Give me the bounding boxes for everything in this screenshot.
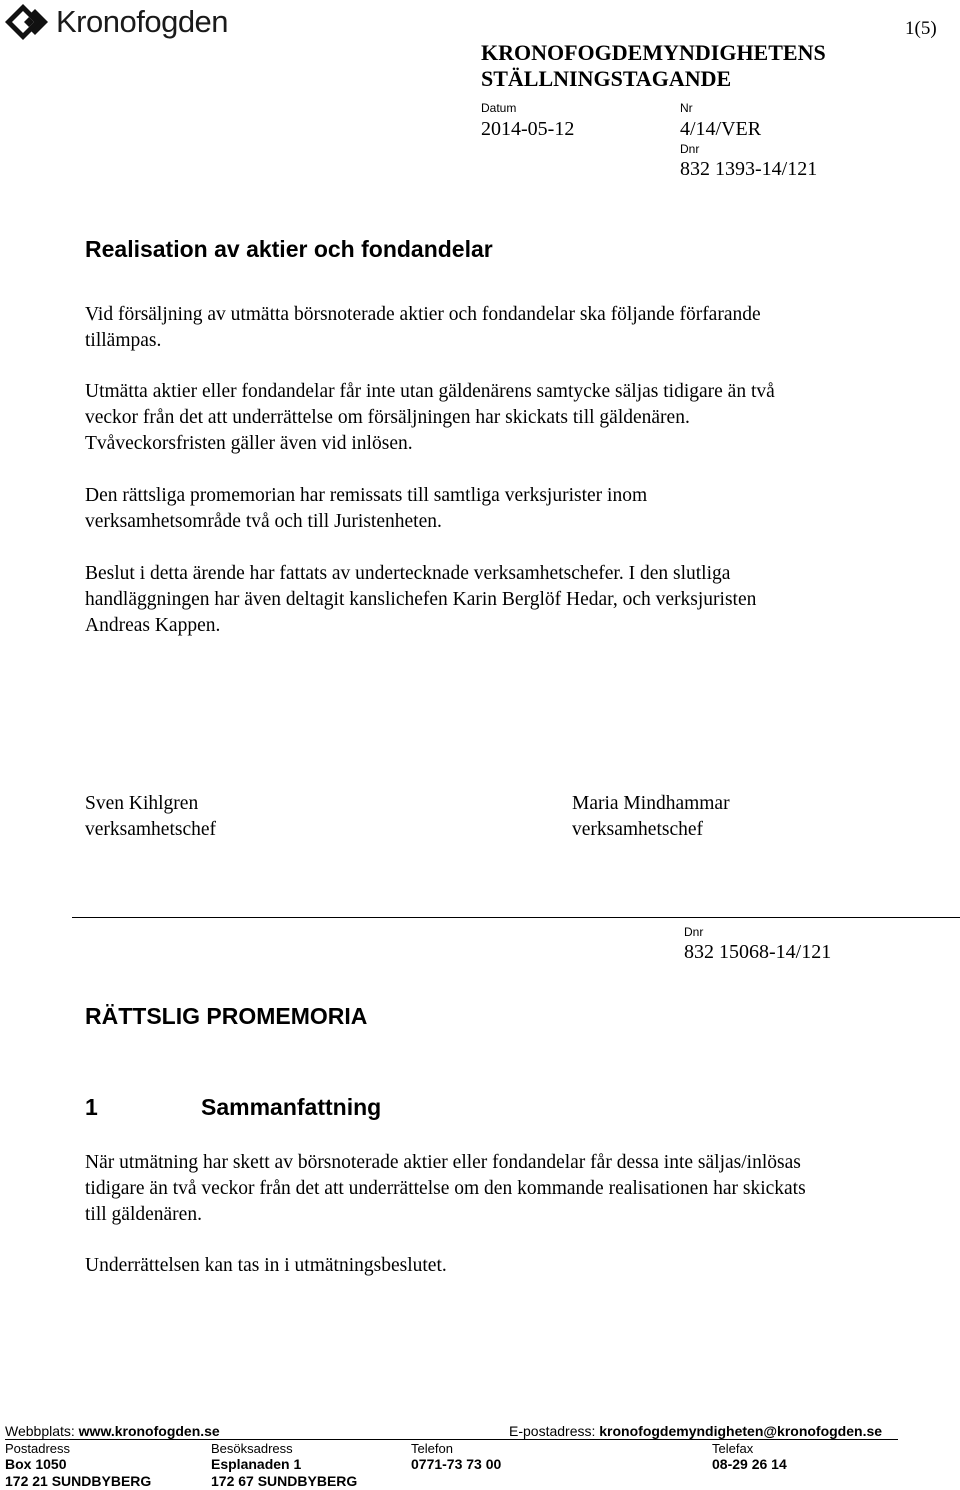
nr-value: 4/14/VER — [680, 118, 762, 140]
paragraph-text: Utmätta aktier eller fondandelar får inte utan gäldenärens samtycke säljas tidigare än två veckor från det att underrättelse om försäljningen har skickats till gäldenären. Tvåveckorsfristen gäller även vid inlösen. — [85, 381, 775, 454]
memo-dnr-label: Dnr — [684, 925, 704, 939]
memo-heading: RÄTTSLIG PROMEMORIA — [85, 1003, 368, 1029]
paragraph-text: Vid försäljning av utmätta börsnoterade aktier och fondandelar ska följande förfarande tillämpas. — [85, 304, 761, 351]
kronofogden-logo — [4, 2, 254, 42]
paragraph-text: Beslut i detta ärende har fattats av undertecknade verksamhetschefer. I den slutliga handläggningen har även deltagit kanslichefen Karin Berglöf Hedar, och verksjuristen Andreas Kappen. — [85, 563, 757, 636]
footer-web-link[interactable]: www.kronofogden.se — [78, 1423, 220, 1439]
footer-email-label: E-postadress: — [509, 1423, 596, 1439]
section-title: Sammanfattning — [201, 1094, 382, 1120]
footer-postal-label: Postadress — [5, 1441, 71, 1456]
decision-paragraph-3 — [85, 483, 785, 535]
dnr-label: Dnr — [680, 142, 700, 156]
document-title — [481, 40, 901, 92]
document-title-line1: KRONOFOGDEMYNDIGHETENS — [481, 40, 826, 65]
decision-paragraph-1 — [85, 302, 785, 354]
section-divider — [72, 917, 960, 918]
footer-web-label: Webbplats: — [5, 1423, 75, 1439]
footer-postal-line1: Box 1050 — [5, 1456, 67, 1472]
page-number: 1(5) — [905, 18, 937, 39]
nr-label: Nr — [680, 101, 693, 115]
date-value: 2014-05-12 — [481, 118, 575, 140]
decision-heading: Realisation av aktier och fondandelar — [85, 236, 493, 262]
signature-name: Maria Mindhammar — [572, 793, 730, 814]
footer-email — [509, 1423, 882, 1439]
signature-left — [85, 791, 216, 843]
footer-postal — [5, 1441, 151, 1490]
memo-paragraph-2 — [85, 1253, 785, 1279]
footer-visit-line1: Esplanaden 1 — [211, 1456, 302, 1472]
footer-postal-line2: 172 21 SUNDBYBERG — [5, 1473, 152, 1489]
footer-phone-value: 0771-73 73 00 — [411, 1456, 502, 1472]
signature-name: Sven Kihlgren — [85, 793, 199, 814]
paragraph-text: Underrättelsen kan tas in i utmätningsbeslutet. — [85, 1255, 447, 1276]
date-label: Datum — [481, 101, 517, 115]
footer-visit-line2: 172 67 SUNDBYBERG — [211, 1473, 358, 1489]
dnr-value: 832 1393-14/121 — [680, 158, 818, 180]
footer-website — [5, 1423, 220, 1439]
footer-divider — [5, 1439, 898, 1440]
footer-fax — [712, 1441, 787, 1473]
memo-dnr-value: 832 15068-14/121 — [684, 941, 832, 963]
decision-paragraph-2 — [85, 379, 785, 457]
diamond-logo-icon — [4, 3, 52, 41]
paragraph-text: Den rättsliga promemorian har remissats till samtliga verksjurister inom verksamhetsområde två och till Juristenheten. — [85, 485, 648, 532]
decision-paragraph-4 — [85, 561, 785, 639]
footer-fax-label: Telefax — [712, 1441, 754, 1456]
signature-role: verksamhetschef — [572, 819, 704, 840]
memo-paragraph-1 — [85, 1150, 825, 1228]
footer-fax-value: 08-29 26 14 — [712, 1456, 787, 1472]
footer-visit — [211, 1441, 357, 1490]
footer-email-link[interactable]: kronofogdemyndigheten@kronofogden.se — [599, 1423, 883, 1439]
footer-phone — [411, 1441, 501, 1473]
section-number: 1 — [85, 1094, 98, 1120]
signature-role: verksamhetschef — [85, 819, 217, 840]
logo-text: Kronofogden — [56, 4, 229, 39]
document-title-line2: STÄLLNINGSTAGANDE — [481, 66, 732, 91]
paragraph-text: När utmätning har skett av börsnoterade aktier eller fondandelar får dessa inte säljas/inlösas tidigare än två veckor från det att underrättelse om den kommande realisationen har skickats till gäldenären. — [85, 1152, 806, 1225]
signature-right — [572, 791, 730, 843]
footer-visit-label: Besöksadress — [211, 1441, 293, 1456]
footer-phone-label: Telefon — [411, 1441, 453, 1456]
